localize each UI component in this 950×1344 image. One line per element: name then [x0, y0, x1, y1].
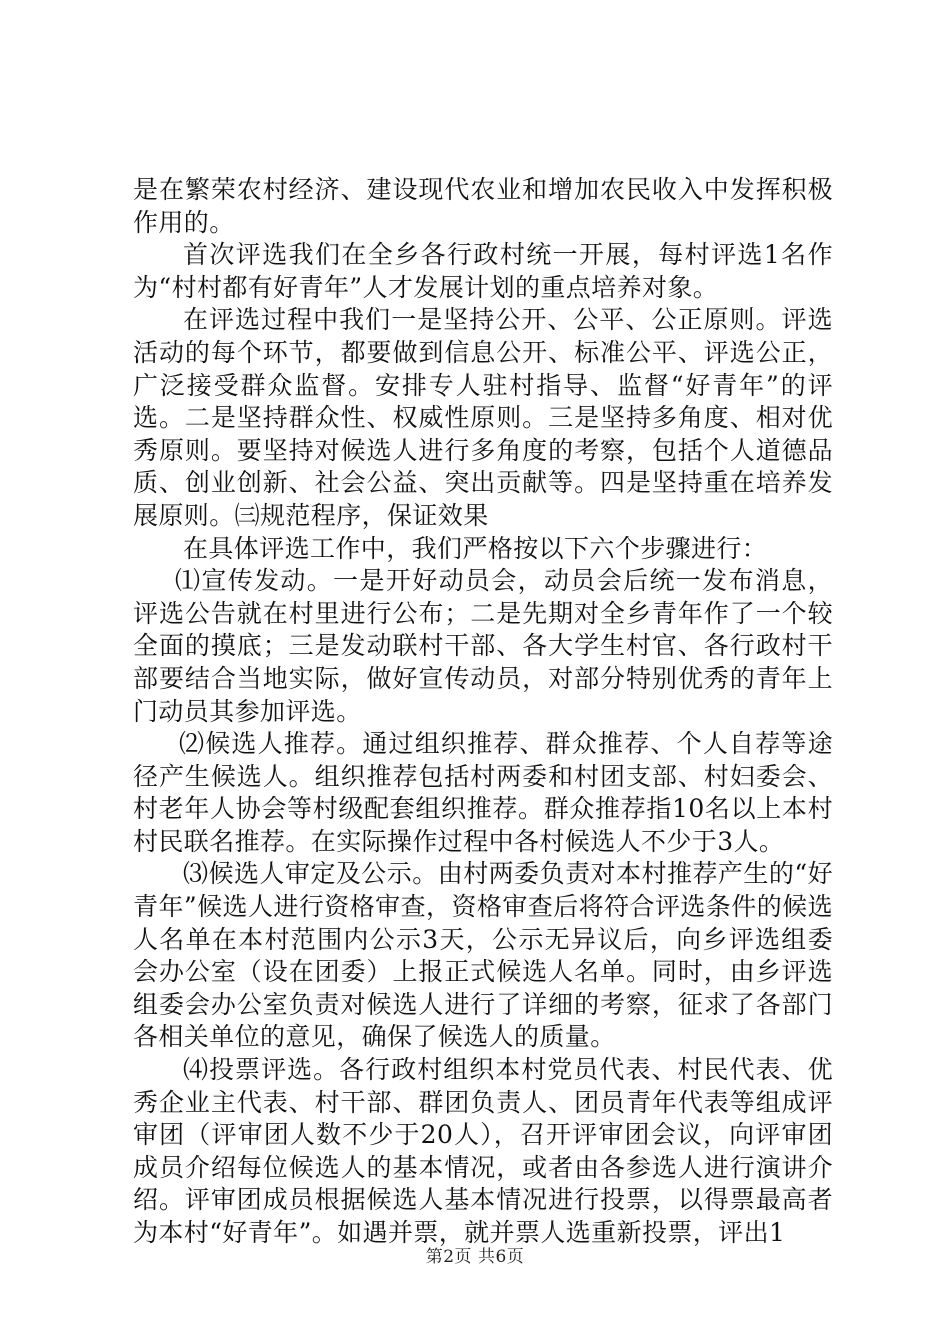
- paragraph: ⑵候选人推荐。通过组织推荐、群众推荐、个人自荐等途径产生候选人。组织推荐包括村两委和村团支部、村妇委会、村老年人协会等村级配套组织推荐。群众推荐指10名以上本村村民联名推荐。在实际操作过程中各村候选人不少于3人。: [133, 729, 833, 856]
- paragraph: 首次评选我们在全乡各行政村统一开展，每村评选1名作为“村村都有好青年”人才发展计划的重点培养对象。: [133, 240, 833, 302]
- page-number-footer: 第2页 共6页: [425, 1247, 525, 1267]
- paragraph: ⑷投票评选。各行政村组织本村党员代表、村民代表、优秀企业主代表、村干部、群团负责人、团员青年代表等组成评审团（评审团人数不少于20人），召开评审团会议，向评审团成员介绍每位候选人的基本情况，或者由各参选人进行演讲介绍。评审团成员根据候选人基本情况进行投票，以得票最高者为本村“好青年”。如遇并票，就并票人选重新投票，评出1: [133, 1055, 833, 1247]
- paragraph: ⑶候选人审定及公示。由村两委负责对本村推荐产生的“好青年”候选人进行资格审查，资格审查后将符合评选条件的候选人名单在本村范围内公示3天，公示无异议后，向乡评选组委会办公室（设在团委）上报正式候选人名单。同时，由乡评选组委会办公室负责对候选人进行了详细的考察，征求了各部门各相关单位的意见，确保了候选人的质量。: [133, 859, 833, 1052]
- paragraph: 在具体评选工作中，我们严格按以下六个步骤进行：: [183, 533, 768, 563]
- paragraph: ⑴宣传发动。一是开好动员会，动员会后统一发布消息，评选公告就在村里进行公布；二是先期对全乡青年作了一个较全面的摸底；三是发动联村干部、各大学生村官、各行政村干部要结合当地实际，做好宣传动员，对部分特别优秀的青年上门动员其参加评选。: [133, 566, 833, 726]
- paragraph: 是在繁荣农村经济、建设现代农业和增加农民收入中发挥积极作用的。: [133, 175, 833, 237]
- paragraph: 在评选过程中我们一是坚持公开、公平、公正原则。评选活动的每个环节，都要做到信息公开、标准公平、评选公正，广泛接受群众监督。安排专人驻村指导、监督“好青年”的评选。二是坚持群众性、权威性原则。三是坚持多角度、相对优秀原则。要坚持对候选人进行多角度的考察，包括个人道德品质、创业创新、社会公益、突出贡献等。四是坚持重在培养发展原则。㈢规范程序，保证效果: [133, 305, 833, 530]
- document-body: [133, 174, 833, 1250]
